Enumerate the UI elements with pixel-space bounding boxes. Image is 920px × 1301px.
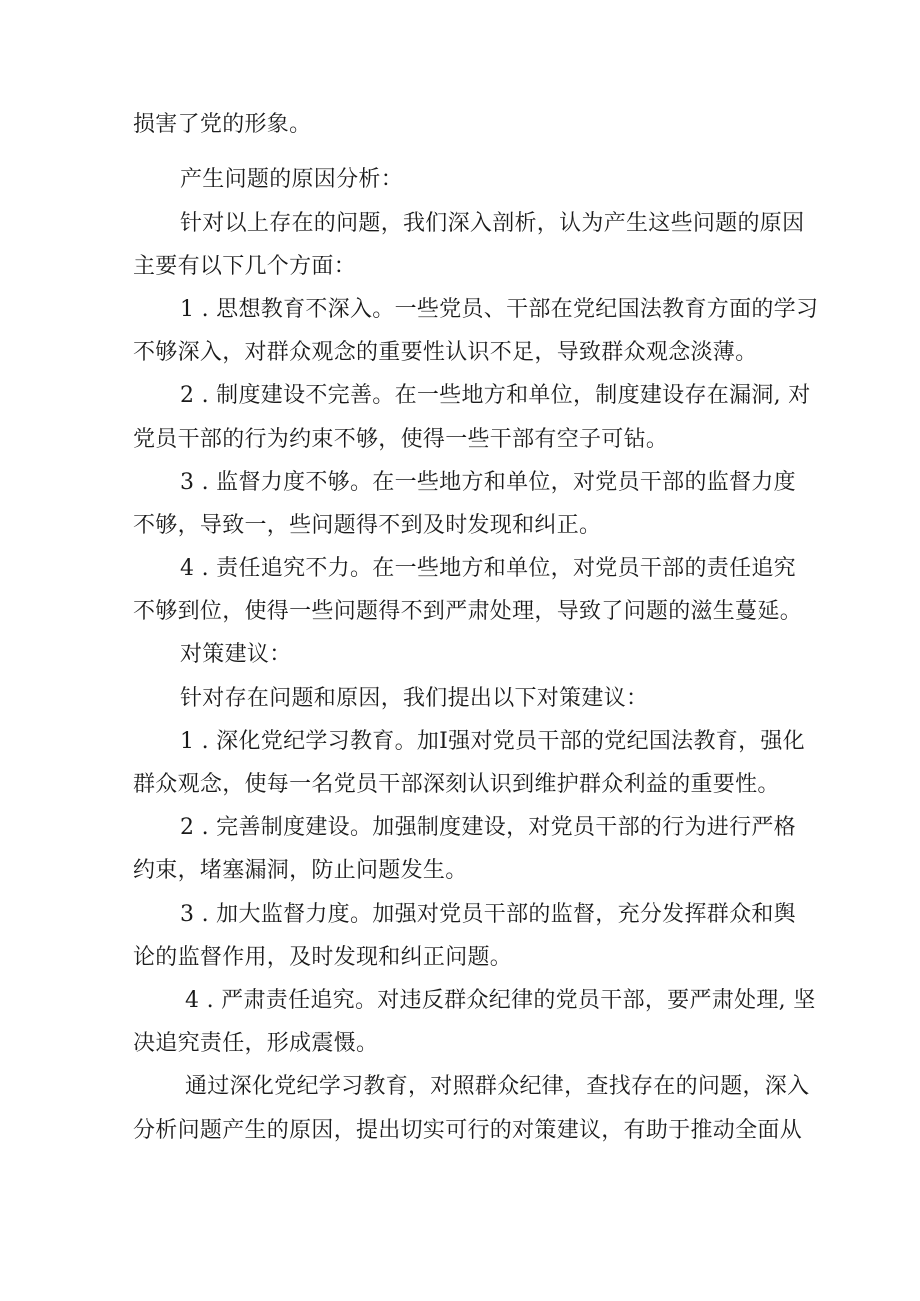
text-line: 决追究责任，形成震慑。 [133,1031,379,1056]
list-item-cause-1: 1 . 思想教育不深入。一些党员、干部在党纪国法教育方面的学习 [180,297,819,322]
list-item-suggestion-3: 3 . 加大监督力度。加强对党员干部的监督，充分发挥群众和舆 [180,902,796,927]
list-item-cause-2: 2 . 制度建设不完善。在一些地方和单位，制度建设存在漏洞, 对 [180,383,811,408]
section-heading-suggestions: 对策建议： [180,642,292,667]
list-item-suggestion-2: 2 . 完善制度建设。加强制度建设，对党员干部的行为进行严格 [180,815,796,840]
section-heading-causes: 产生问题的原因分析： [180,167,404,192]
text-line: 不够，导致一，些问题得不到及时发现和纠正。 [133,513,602,538]
list-item-cause-4: 4 . 责任追究不力。在一些地方和单位，对党员干部的责任追究 [180,556,796,581]
text-line: 主要有以下几个方面： [133,254,357,279]
list-item-cause-3: 3 . 监督力度不够。在一些地方和单位，对党员干部的监督力度 [180,470,796,495]
text-line: 损害了党的形象。 [133,112,312,137]
conclusion-paragraph: 通过深化党纪学习教育，对照群众纪律，查找存在的问题，深入 [185,1074,810,1099]
text-line: 党员干部的行为约束不够，使得一些干部有空子可钻。 [133,427,669,452]
text-line: 针对存在问题和原因，我们提出以下对策建议： [180,686,649,711]
text-line: 针对以上存在的问题，我们深入剖析，认为产生这些问题的原因 [180,211,805,236]
list-item-suggestion-4: 4 . 严肃责任追究。对违反群众纪律的党员干部，要严肃处理, 坚 [185,988,816,1013]
text-line: 群众观念，使每一名党员干部深刻认识到维护群众利益的重要性。 [133,772,780,797]
list-item-suggestion-1: 1 . 深化党纪学习教育。加I强对党员干部的党纪国法教育，强化 [180,729,805,754]
text-line: 不够到位，使得一些问题得不到严肃处理，导致了问题的滋生蔓延。 [133,599,803,624]
text-line: 不够深入，对群众观念的重要性认识不足，导致群众观念淡薄。 [133,340,758,365]
text-line: 分析问题产生的原因，提出切实可行的对策建议，有助于推动全面从 [133,1118,803,1143]
text-line: 约束，堵塞漏洞，防止问题发生。 [133,858,468,883]
text-line: 论的监督作用，及时发现和纠正问题。 [133,945,513,970]
